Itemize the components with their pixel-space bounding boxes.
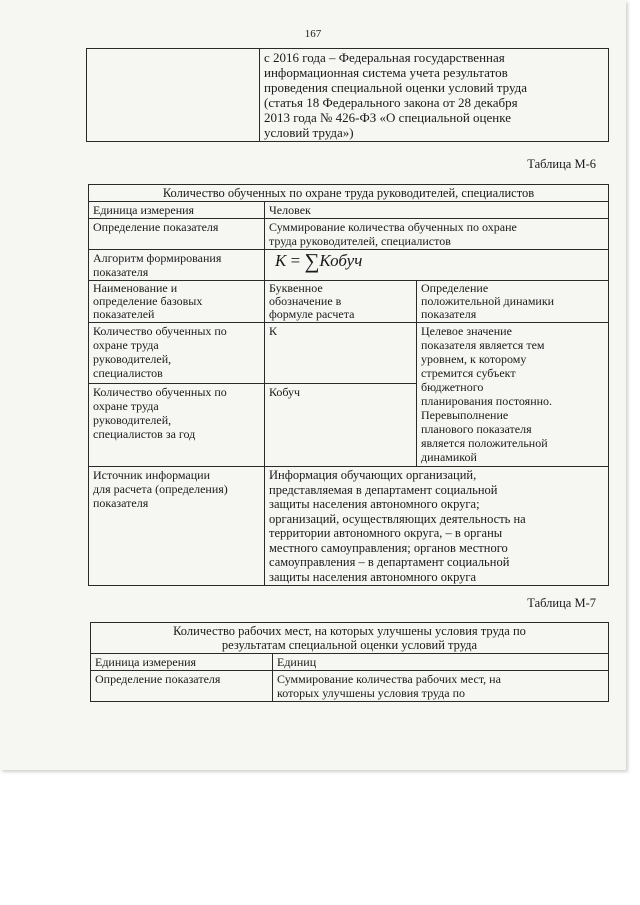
page-number: 167 xyxy=(304,28,322,40)
table-m6-title: Количество обученных по охране труда руководителей, специалистов xyxy=(89,185,609,202)
definition-value: Суммирование количества обученных по охране труда руководителей, специалистов xyxy=(265,219,609,250)
col-header-name: Наименование и определение базовых показателей xyxy=(89,281,265,323)
table-row-name: Количество обученных по охране труда руководителей, специалистов за год xyxy=(89,384,265,467)
formula-lhs: K xyxy=(275,251,287,270)
unit-value: Единиц xyxy=(273,654,609,671)
continuation-text: с 2016 года – Федеральная государственная информационная система учета результатов проведения специальной оценки условий труда (статья 18 Федерального закона от 28 декабря 2013 года № 426-ФЗ «О специальной оценке условий труда») xyxy=(260,49,609,142)
definition-label: Определение показателя xyxy=(89,219,265,250)
formula-rhs: Кобуч xyxy=(319,251,363,270)
table-row-symbol: Кобуч xyxy=(265,384,417,467)
formula-equals: = xyxy=(290,251,301,270)
sum-icon: ∑ xyxy=(304,249,320,273)
definition-label: Определение показателя xyxy=(91,671,273,702)
table-m7 xyxy=(90,622,609,702)
col-header-dynamics: Определение положительной динамики показателя xyxy=(417,281,609,323)
table-m6-caption: Таблица М-6 xyxy=(527,157,596,171)
algorithm-label: Алгоритм формирования показателя xyxy=(89,250,265,281)
formula xyxy=(265,250,609,281)
table-row-symbol: К xyxy=(265,323,417,384)
continuation-left-cell xyxy=(87,49,260,142)
continuation-table xyxy=(86,48,609,142)
positive-dynamics-text: Целевое значение показателя является тем уровнем, к которому стремится субъект бюджетного планирования постоянно. Перевыполнение планового показателя является положительной динамикой xyxy=(417,323,609,467)
table-row-name: Количество обученных по охране труда руководителей, специалистов xyxy=(89,323,265,384)
unit-label: Единица измерения xyxy=(89,202,265,219)
unit-label: Единица измерения xyxy=(91,654,273,671)
table-m7-caption: Таблица М-7 xyxy=(527,596,596,610)
source-value: Информация обучающих организаций, представляемая в департамент социальной защиты населения автономного округа; организаций, осуществляющих деятельность на территории автономного округа, – в органы местного самоуправления; органов местного самоуправления – в департамент социальной защиты населения автономного округа xyxy=(265,467,609,586)
table-m7-title: Количество рабочих мест, на которых улучшены условия труда по результатам специальной оценки условий труда xyxy=(91,623,609,654)
unit-value: Человек xyxy=(265,202,609,219)
source-label: Источник информации для расчета (определения) показателя xyxy=(89,467,265,586)
table-m6 xyxy=(88,184,609,586)
definition-value: Суммирование количества рабочих мест, на которых улучшены условия труда по xyxy=(273,671,609,702)
col-header-symbol: Буквенное обозначение в формуле расчета xyxy=(265,281,417,323)
